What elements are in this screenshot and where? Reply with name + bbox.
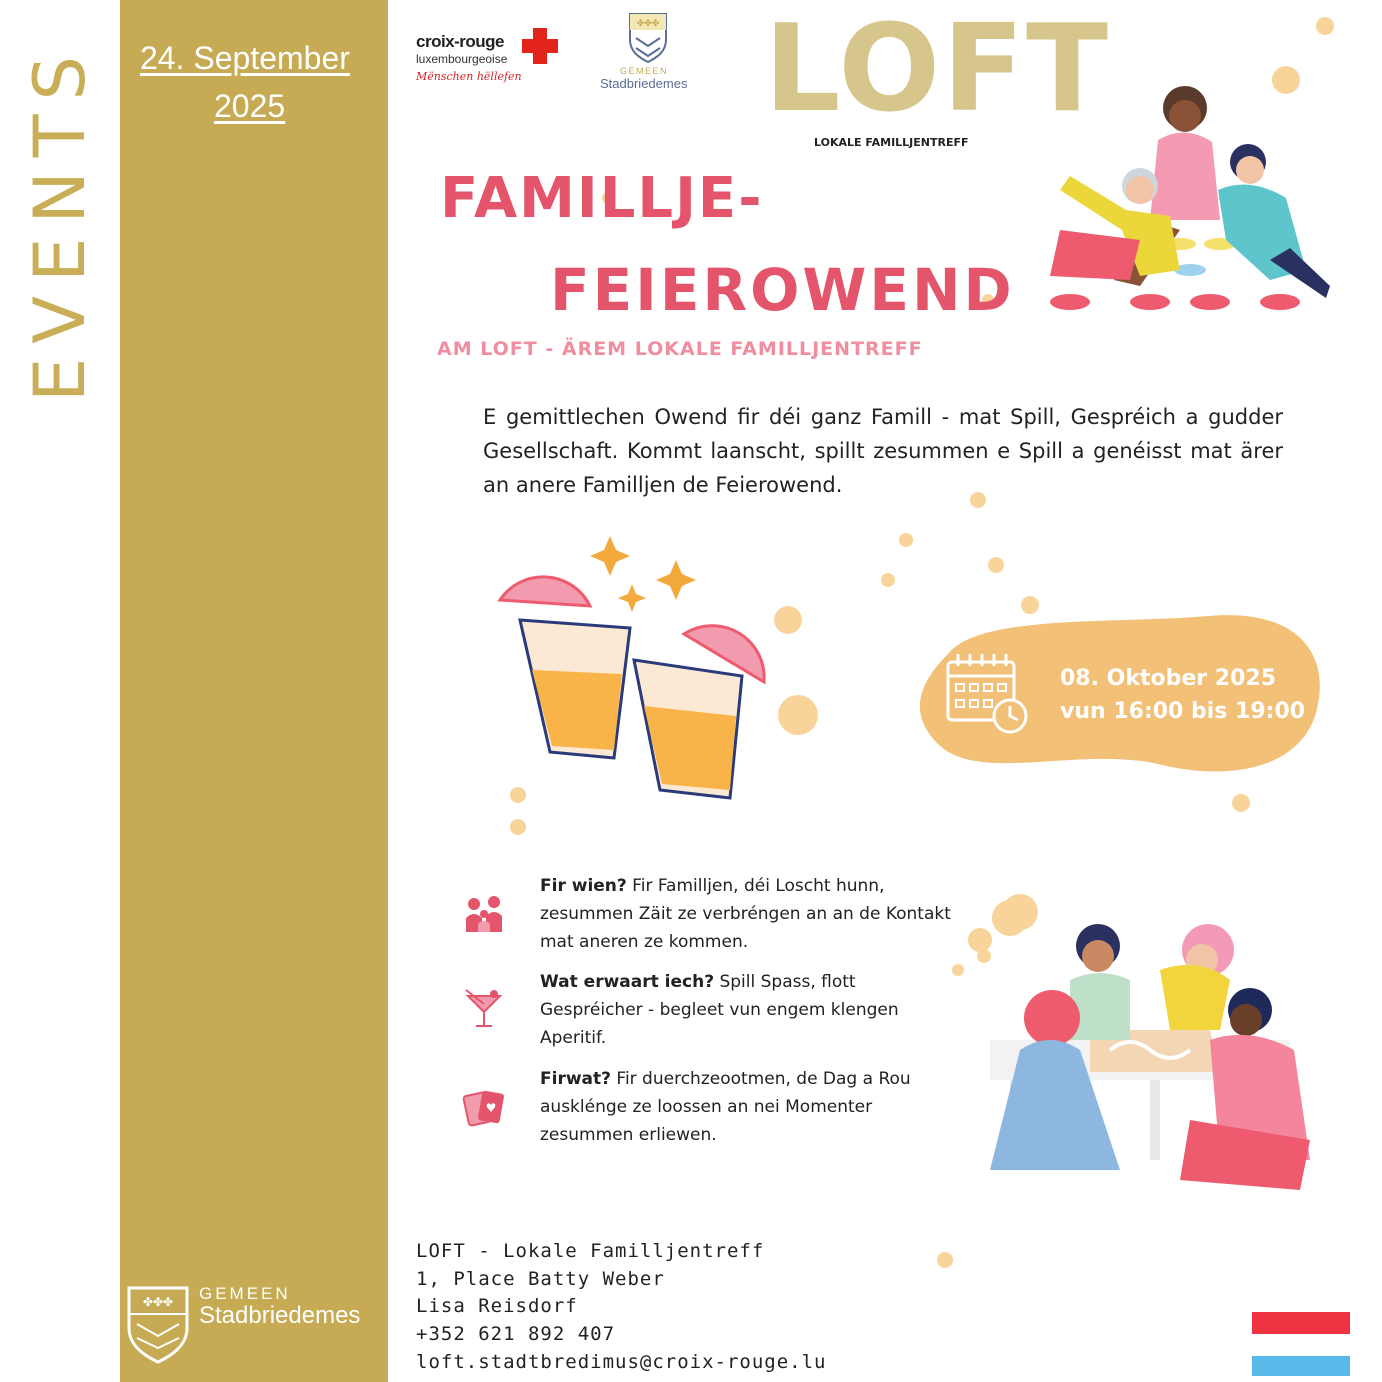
info-text-why: Fir duerchzeootmen, de Dag a Rou ausklénge ze loossen an nei Momenter zesummen erliewen. — [540, 1069, 911, 1145]
gold-side-panel — [120, 0, 388, 1382]
event-subtitle: AM LOFT - ÄREM LOKALE FAMILLJENTREFF — [437, 338, 923, 360]
croix-rouge-logo — [416, 22, 566, 92]
svg-text:✤✤✤: ✤✤✤ — [142, 1295, 174, 1309]
panel-logo-word-gemeen: GEMEEN — [199, 1284, 291, 1303]
croix-rouge-subword: luxembourgeoise — [416, 52, 508, 66]
flag-red-stripe — [1252, 1312, 1350, 1334]
info-label-what: Wat erwaart iech? — [540, 972, 715, 992]
intro-paragraph: E gemittlechen Owend fir déi ganz Famill - mat Spill, Gespréich a gudder Gesellschaft. Kommt laanscht, spillt zesummen e Spill a genéisst mat ärer an anere Familljen de Feierowend. — [483, 405, 1283, 497]
calendar-clock-icon — [944, 650, 1034, 740]
gemeen-stadbriedemes-logo — [125, 1284, 385, 1364]
gemeen-top-word: GEMEEN — [620, 66, 669, 76]
svg-text:✤✤✤: ✤✤✤ — [636, 19, 660, 29]
panel-logo-word-stadbriedemes: Stadbriedemes — [199, 1302, 361, 1329]
contact-org: LOFT - Lokale Familljentreff — [416, 1240, 765, 1262]
publish-date-line1: 24. September — [140, 40, 350, 76]
flag-blue-stripe — [1252, 1356, 1350, 1376]
contact-email[interactable]: loft.stadtbredimus@croix-rouge.lu — [416, 1351, 827, 1373]
croix-rouge-tagline: Mënschen hëllefen — [416, 70, 522, 83]
publish-date-line2: 2025 — [214, 88, 286, 124]
crest-icon — [125, 1284, 191, 1364]
red-cross-icon — [520, 26, 560, 66]
info-label-why: Firwat? — [540, 1069, 611, 1089]
crest-icon — [628, 12, 668, 64]
svg-text:♥: ♥ — [485, 1101, 497, 1115]
info-item-what — [540, 968, 960, 1052]
info-label-who: Fir wien? — [540, 876, 627, 896]
family-playing-illustration — [1030, 80, 1350, 320]
info-item-why — [540, 1065, 960, 1149]
cards-icon — [462, 1086, 506, 1130]
family-icon — [462, 892, 506, 936]
contact-person: Lisa Reisdorf — [416, 1295, 578, 1317]
info-text-who: Fir Familljen, déi Loscht hunn, zesummen Zäit ze verbréngen an an de Kontakt mat aneren ze kommen. — [540, 876, 951, 952]
event-title-line2: FEIEROWEND — [550, 256, 1015, 324]
gemeen-top-logo — [598, 12, 698, 92]
contact-phone[interactable]: +352 621 892 407 — [416, 1323, 616, 1345]
events-vertical-label: EVENTS — [19, 42, 101, 402]
cocktail-icon — [462, 988, 506, 1032]
info-text-what: Spill Spass, flott Gespréicher - begleet vun engem klengen Aperitif. — [540, 972, 899, 1048]
board-game-illustration — [950, 900, 1350, 1200]
event-time: vun 16:00 bis 19:00 — [1060, 699, 1306, 724]
info-item-who — [540, 872, 960, 956]
croix-rouge-word: croix-rouge — [416, 32, 505, 51]
loft-logo-word: LOFT — [764, 0, 1111, 139]
event-title-line1: FAMILLJE- — [440, 166, 764, 231]
cheers-drinks-illustration — [480, 530, 800, 810]
event-date: 08. Oktober 2025 — [1060, 666, 1277, 691]
contact-address: 1, Place Batty Weber — [416, 1268, 665, 1290]
loft-logo-subtitle: LOKALE FAMILLJENTREFF — [814, 136, 969, 149]
stadbriedemes-top-word: Stadbriedemes — [600, 76, 688, 91]
